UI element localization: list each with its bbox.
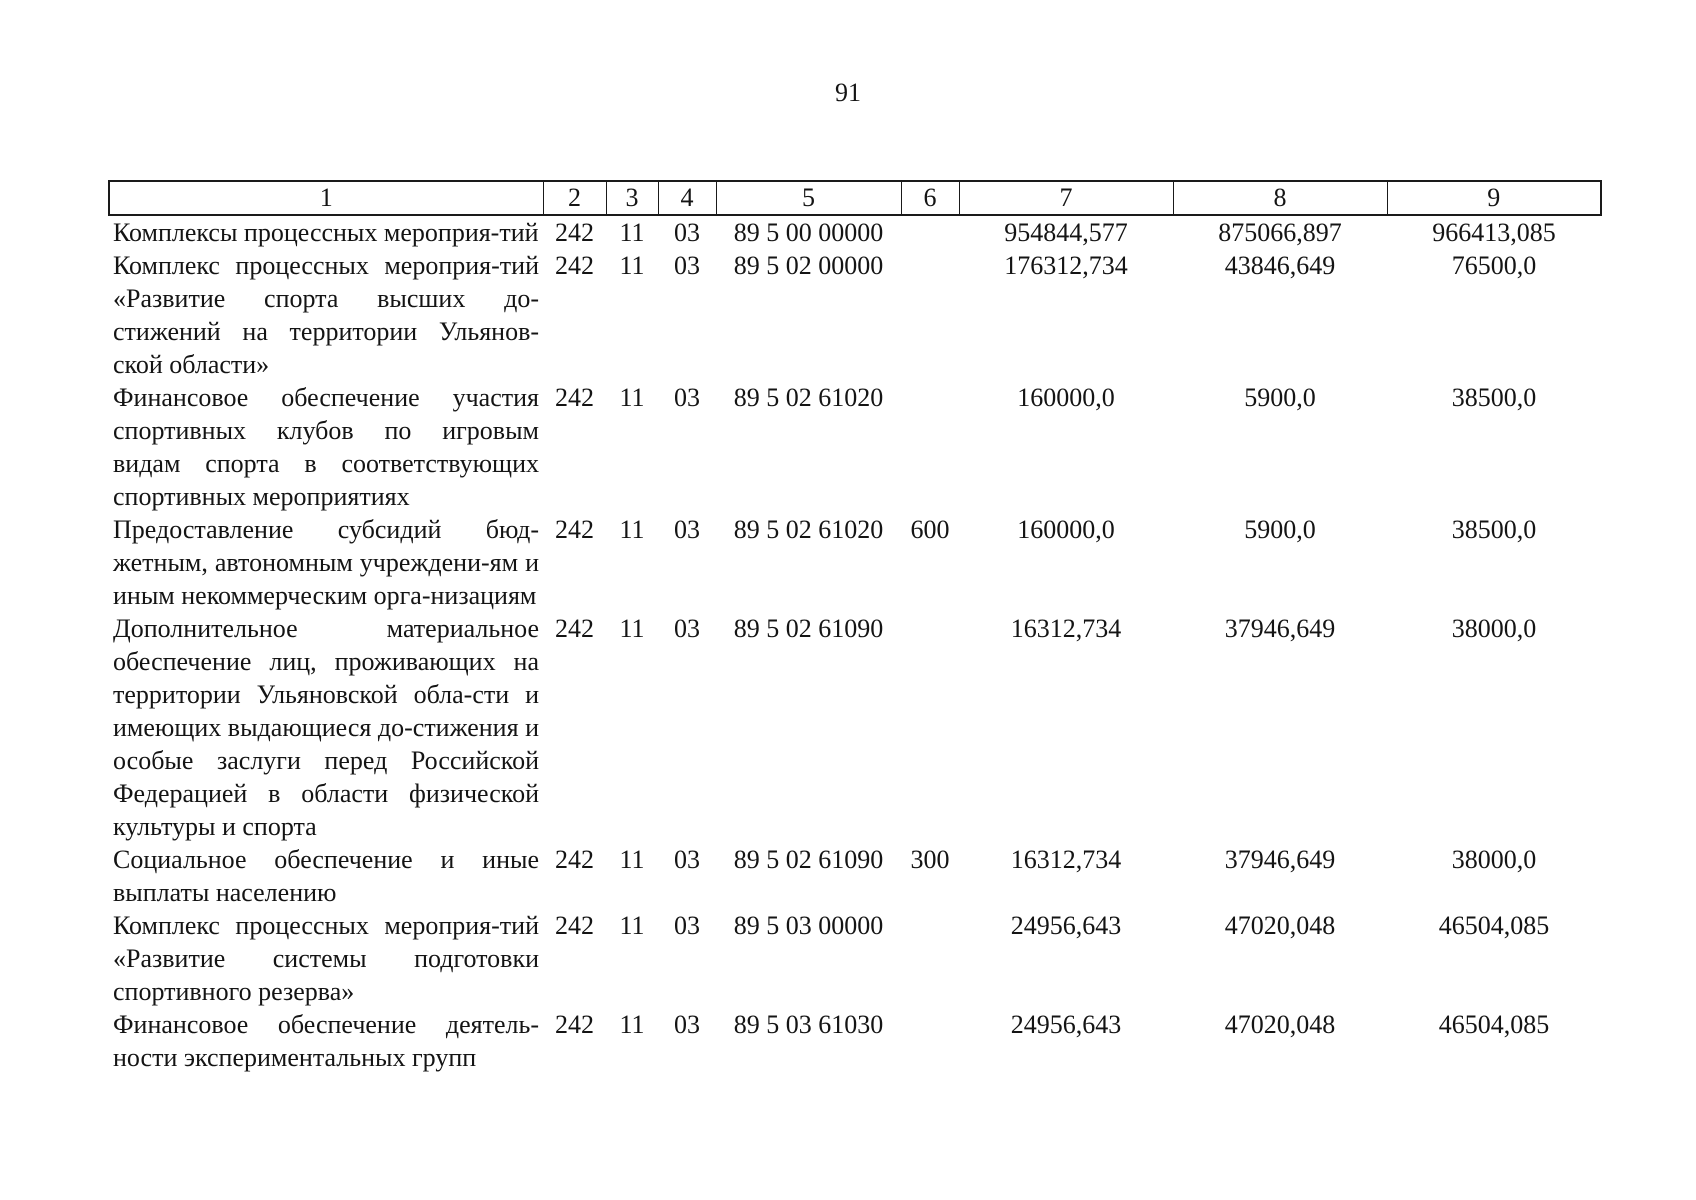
row-value-9-cell: 46504,085 <box>1438 1010 1550 1039</box>
row-value-8-cell: 37946,649 <box>1224 614 1336 643</box>
table-row <box>109 909 1601 1008</box>
row-code-2-cell: 242 <box>555 911 594 940</box>
header-col-3: 3 <box>606 181 658 215</box>
row-name-cell: Предоставление субсидий бюд-жетным, автономным учреждени-ям и иным некоммерческим орга-низациям <box>113 515 539 610</box>
header-col-9: 9 <box>1387 181 1601 215</box>
row-code-3-cell: 11 <box>619 1010 645 1039</box>
table-row <box>109 612 1601 843</box>
row-value-8-cell: 5900,0 <box>1244 515 1316 544</box>
row-code-5-cell: 89 5 02 61020 <box>733 515 884 544</box>
table-body <box>109 215 1601 1074</box>
row-value-9-cell: 38000,0 <box>1451 845 1537 874</box>
row-code-3-cell: 11 <box>619 218 645 247</box>
header-col-1: 1 <box>109 181 543 215</box>
row-value-7-cell: 24956,643 <box>1010 911 1122 940</box>
row-value-7-cell: 176312,734 <box>1004 251 1128 280</box>
row-value-7-cell: 24956,643 <box>1010 1010 1122 1039</box>
table-row <box>109 215 1601 249</box>
row-code-2-cell: 242 <box>555 614 594 643</box>
row-value-9-cell: 46504,085 <box>1438 911 1550 940</box>
row-name-cell: Финансовое обеспечение деятель-ности экспериментальных групп <box>113 1010 539 1072</box>
row-name-cell: Комплекс процессных мероприя-тий «Развитие системы подготовки спортивного резерва» <box>113 911 539 1006</box>
row-code-5-cell: 89 5 02 61020 <box>733 383 884 412</box>
row-name-cell: Комплексы процессных мероприя-тий <box>113 218 539 247</box>
row-code-5-cell: 89 5 02 00000 <box>733 251 884 280</box>
table-row <box>109 513 1601 612</box>
row-value-9-cell: 76500,0 <box>1451 251 1537 280</box>
row-code-2-cell: 242 <box>555 218 594 247</box>
row-value-7-cell: 16312,734 <box>1010 845 1122 874</box>
row-code-5-cell: 89 5 02 61090 <box>733 845 884 874</box>
row-code-6-cell <box>901 249 959 381</box>
header-col-7: 7 <box>959 181 1173 215</box>
row-name-cell: Дополнительное материальное обеспечение лиц, проживающих на территории Ульяновской обла-сти и имеющих выдающиеся до-стижения и особые заслуги перед Российской Федерацией в области физической культуры и спорта <box>113 614 539 841</box>
header-col-8: 8 <box>1173 181 1387 215</box>
table-row <box>109 843 1601 909</box>
row-value-9-cell: 38500,0 <box>1451 515 1537 544</box>
row-code-6-cell <box>901 381 959 513</box>
table-row <box>109 249 1601 381</box>
row-code-6-cell: 300 <box>910 845 950 874</box>
row-code-4-cell: 03 <box>674 383 700 412</box>
budget-table <box>108 180 1602 1074</box>
row-value-8-cell: 47020,048 <box>1224 911 1336 940</box>
row-code-3-cell: 11 <box>619 383 645 412</box>
row-value-7-cell: 954844,577 <box>1004 218 1128 247</box>
row-value-8-cell: 5900,0 <box>1244 383 1316 412</box>
row-code-2-cell: 242 <box>555 845 594 874</box>
row-value-9-cell: 966413,085 <box>1432 218 1556 247</box>
row-code-6-cell <box>901 612 959 843</box>
row-code-5-cell: 89 5 02 61090 <box>733 614 884 643</box>
row-value-8-cell: 37946,649 <box>1224 845 1336 874</box>
header-col-4: 4 <box>658 181 716 215</box>
row-code-3-cell: 11 <box>619 515 645 544</box>
row-code-3-cell: 11 <box>619 614 645 643</box>
row-code-2-cell: 242 <box>555 251 594 280</box>
header-col-2: 2 <box>543 181 606 215</box>
row-code-3-cell: 11 <box>619 845 645 874</box>
page-number: 91 <box>835 78 861 107</box>
row-code-2-cell: 242 <box>555 1010 594 1039</box>
row-code-4-cell: 03 <box>674 845 700 874</box>
row-value-7-cell: 160000,0 <box>1017 515 1115 544</box>
row-code-4-cell: 03 <box>674 614 700 643</box>
row-value-7-cell: 160000,0 <box>1017 383 1115 412</box>
row-code-4-cell: 03 <box>674 911 700 940</box>
table-header <box>109 181 1601 215</box>
row-code-4-cell: 03 <box>674 218 700 247</box>
table-row <box>109 381 1601 513</box>
header-col-6: 6 <box>901 181 959 215</box>
row-code-4-cell: 03 <box>674 251 700 280</box>
row-code-2-cell: 242 <box>555 515 594 544</box>
row-code-6-cell: 600 <box>910 515 950 544</box>
row-code-3-cell: 11 <box>619 911 645 940</box>
row-code-5-cell: 89 5 03 00000 <box>733 911 884 940</box>
table-row <box>109 1008 1601 1074</box>
row-name-cell: Комплекс процессных мероприя-тий «Развитие спорта высших до-стижений на территории Ульянов-ской области» <box>113 251 539 379</box>
row-code-4-cell: 03 <box>674 1010 700 1039</box>
row-value-9-cell: 38500,0 <box>1451 383 1537 412</box>
row-value-8-cell: 47020,048 <box>1224 1010 1336 1039</box>
row-code-2-cell: 242 <box>555 383 594 412</box>
row-value-7-cell: 16312,734 <box>1010 614 1122 643</box>
row-value-9-cell: 38000,0 <box>1451 614 1537 643</box>
row-name-cell: Социальное обеспечение и иные выплаты населению <box>113 845 539 907</box>
row-code-6-cell <box>901 1008 959 1074</box>
row-code-4-cell: 03 <box>674 515 700 544</box>
header-row <box>109 181 1601 215</box>
row-name-cell: Финансовое обеспечение участия спортивных клубов по игровым видам спорта в соответствующих спортивных мероприятиях <box>113 383 539 511</box>
row-value-8-cell: 875066,897 <box>1218 218 1342 247</box>
row-code-5-cell: 89 5 03 61030 <box>733 1010 884 1039</box>
header-col-5: 5 <box>716 181 901 215</box>
row-code-6-cell <box>901 215 959 249</box>
row-code-3-cell: 11 <box>619 251 645 280</box>
row-code-6-cell <box>901 909 959 1008</box>
row-code-5-cell: 89 5 00 00000 <box>733 218 884 247</box>
row-value-8-cell: 43846,649 <box>1224 251 1336 280</box>
